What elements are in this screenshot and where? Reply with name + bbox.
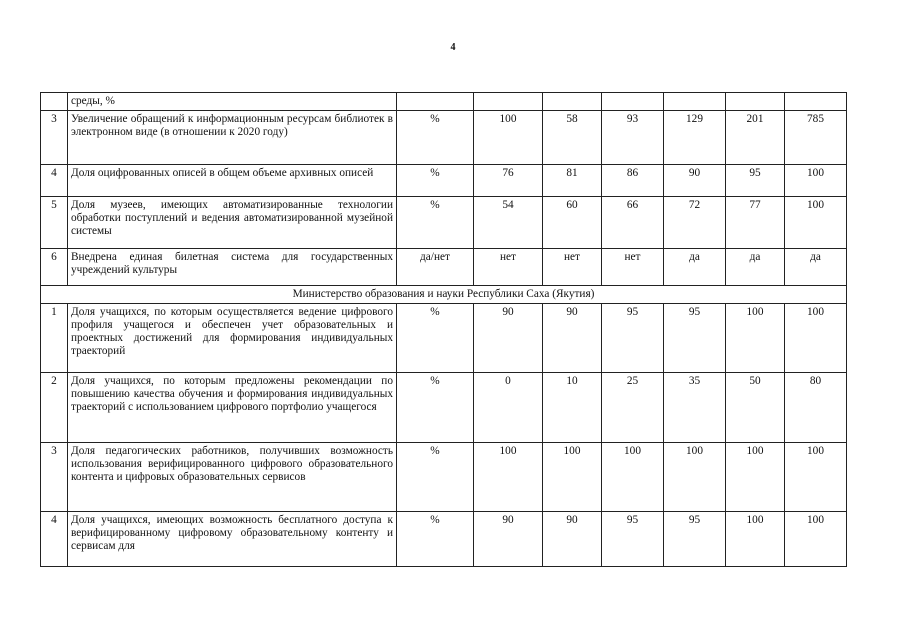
value-cell: 25 xyxy=(602,373,664,443)
value-cell: 90 xyxy=(543,304,602,373)
value-cell: 95 xyxy=(602,304,664,373)
value-cell: 129 xyxy=(664,111,726,165)
section-row xyxy=(41,286,847,304)
table-row xyxy=(41,197,847,249)
row-number-cell: 3 xyxy=(41,443,68,512)
value-cell: 54 xyxy=(474,197,543,249)
value-cell: 100 xyxy=(726,443,785,512)
unit-cell xyxy=(397,93,474,111)
value-cell: 90 xyxy=(543,512,602,567)
unit-cell: % xyxy=(397,197,474,249)
value-cell: 93 xyxy=(602,111,664,165)
value-cell: 77 xyxy=(726,197,785,249)
value-cell: 90 xyxy=(474,304,543,373)
value-cell: 100 xyxy=(726,512,785,567)
value-cell: 35 xyxy=(664,373,726,443)
indicator-name-cell: Доля учащихся, по которым предложены рекомендации по повышению качества обучения и формирования индивидуальных траекторий с использованием цифрового портфолио учащегося xyxy=(68,373,397,443)
indicator-name-cell: Увеличение обращений к информационным ресурсам библиотек в электронном виде (в отношении к 2020 году) xyxy=(68,111,397,165)
value-cell: 76 xyxy=(474,165,543,197)
unit-cell: % xyxy=(397,304,474,373)
table-row xyxy=(41,304,847,373)
value-cell: 201 xyxy=(726,111,785,165)
value-cell: нет xyxy=(602,249,664,286)
value-cell: 95 xyxy=(602,512,664,567)
indicator-name-cell: Доля педагогических работников, получивших возможность использования верифицированного цифрового образовательного контента и цифровых образовательных сервисов xyxy=(68,443,397,512)
value-cell: 95 xyxy=(664,304,726,373)
row-number-cell xyxy=(41,93,68,111)
row-number-cell: 5 xyxy=(41,197,68,249)
unit-cell: % xyxy=(397,165,474,197)
value-cell: 0 xyxy=(474,373,543,443)
row-number-cell: 2 xyxy=(41,373,68,443)
indicator-name-cell: Доля музеев, имеющих автоматизированные технологии обработки поступлений и ведения автоматизированной музейной системы xyxy=(68,197,397,249)
value-cell: 86 xyxy=(602,165,664,197)
indicator-name-cell: Доля учащихся, имеющих возможность бесплатного доступа к верифицированному цифровому образовательному контенту и сервисам для xyxy=(68,512,397,567)
table-row xyxy=(41,512,847,567)
unit-cell: да/нет xyxy=(397,249,474,286)
row-number-cell: 4 xyxy=(41,165,68,197)
value-cell: 90 xyxy=(474,512,543,567)
value-cell: 100 xyxy=(785,165,847,197)
indicator-name-cell: Доля оцифрованных описей в общем объеме архивных описей xyxy=(68,165,397,197)
indicator-name-cell: Доля учащихся, по которым осуществляется ведение цифрового профиля учащегося и обеспечен учет образовательных и проектных достижений для формирования индивидуальных траекторий xyxy=(68,304,397,373)
value-cell: 90 xyxy=(664,165,726,197)
indicator-name-cell: среды, % xyxy=(68,93,397,111)
value-cell: 100 xyxy=(785,443,847,512)
value-cell: 80 xyxy=(785,373,847,443)
row-number-cell: 4 xyxy=(41,512,68,567)
value-cell: 60 xyxy=(543,197,602,249)
value-cell: 100 xyxy=(785,197,847,249)
table-row xyxy=(41,111,847,165)
page-number: 4 xyxy=(450,42,456,53)
row-number-cell: 6 xyxy=(41,249,68,286)
value-cell xyxy=(543,93,602,111)
value-cell: 100 xyxy=(474,111,543,165)
value-cell xyxy=(664,93,726,111)
value-cell: да xyxy=(726,249,785,286)
section-title: Министерство образования и науки Республики Саха (Якутия) xyxy=(41,286,847,304)
row-number-cell: 3 xyxy=(41,111,68,165)
unit-cell: % xyxy=(397,373,474,443)
value-cell xyxy=(785,93,847,111)
value-cell xyxy=(726,93,785,111)
value-cell: 50 xyxy=(726,373,785,443)
value-cell xyxy=(474,93,543,111)
value-cell: 95 xyxy=(664,512,726,567)
table-row xyxy=(41,443,847,512)
unit-cell: % xyxy=(397,111,474,165)
row-number-cell: 1 xyxy=(41,304,68,373)
value-cell: 100 xyxy=(785,304,847,373)
value-cell: 100 xyxy=(474,443,543,512)
value-cell: нет xyxy=(474,249,543,286)
value-cell: 66 xyxy=(602,197,664,249)
value-cell: 95 xyxy=(726,165,785,197)
value-cell: 58 xyxy=(543,111,602,165)
indicators-table xyxy=(40,92,847,567)
value-cell xyxy=(602,93,664,111)
value-cell: 100 xyxy=(726,304,785,373)
value-cell: 100 xyxy=(543,443,602,512)
table-row xyxy=(41,93,847,111)
value-cell: да xyxy=(785,249,847,286)
value-cell: 72 xyxy=(664,197,726,249)
unit-cell: % xyxy=(397,512,474,567)
table-row xyxy=(41,249,847,286)
value-cell: 100 xyxy=(785,512,847,567)
value-cell: 785 xyxy=(785,111,847,165)
value-cell: нет xyxy=(543,249,602,286)
value-cell: 100 xyxy=(664,443,726,512)
value-cell: 100 xyxy=(602,443,664,512)
value-cell: 81 xyxy=(543,165,602,197)
table-row xyxy=(41,373,847,443)
table-row xyxy=(41,165,847,197)
unit-cell: % xyxy=(397,443,474,512)
value-cell: 10 xyxy=(543,373,602,443)
indicator-name-cell: Внедрена единая билетная система для государственных учреждений культуры xyxy=(68,249,397,286)
value-cell: да xyxy=(664,249,726,286)
